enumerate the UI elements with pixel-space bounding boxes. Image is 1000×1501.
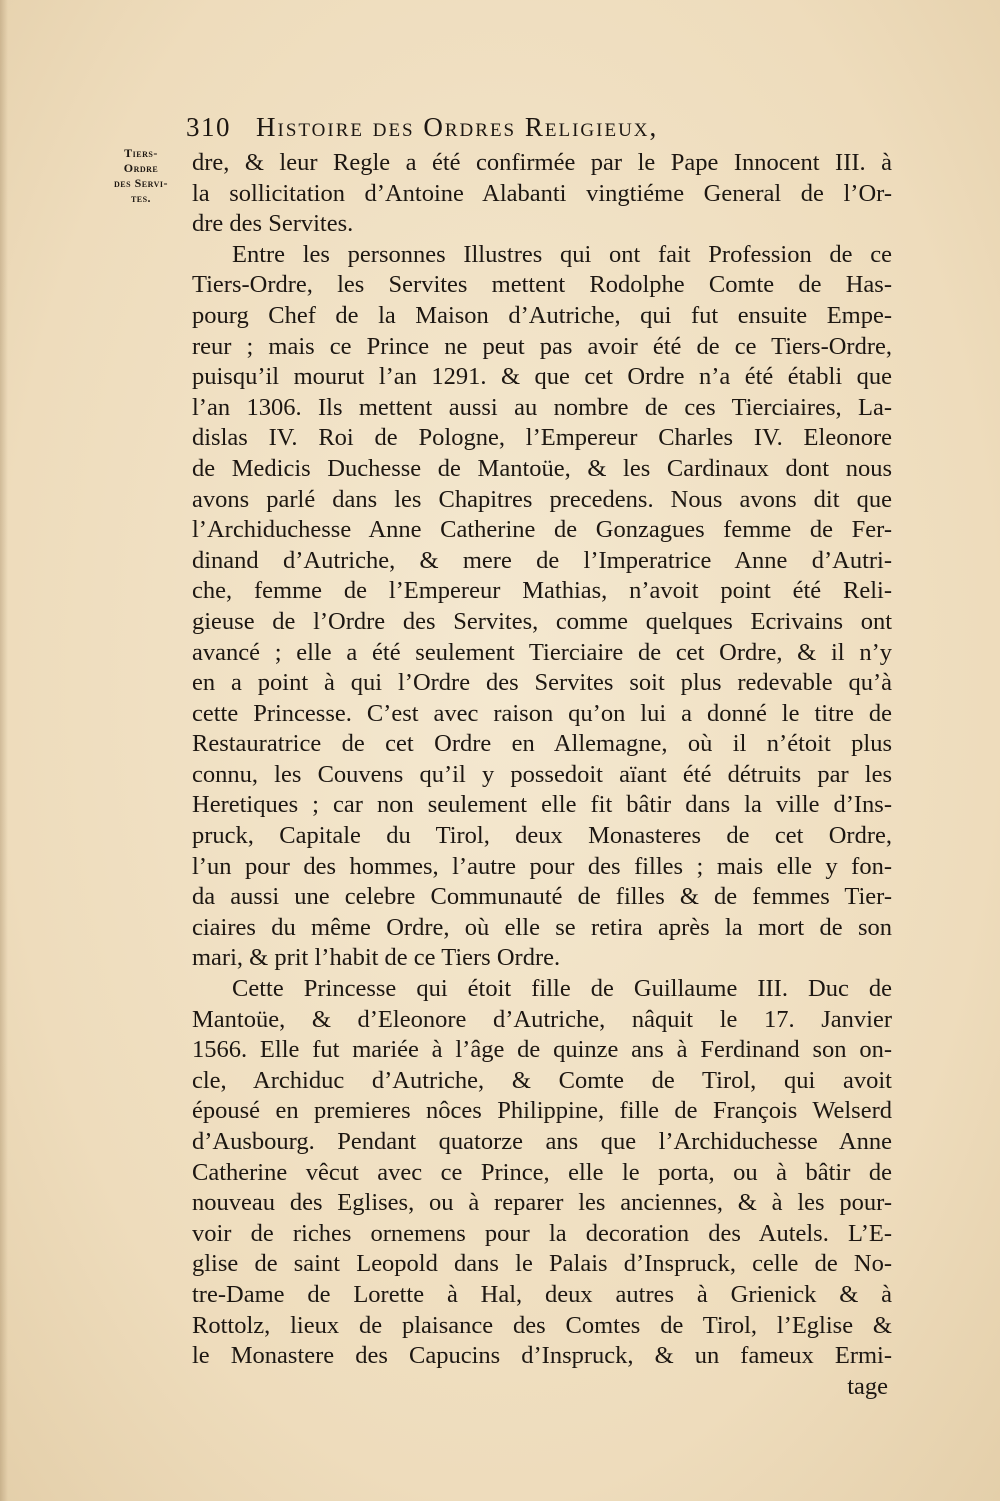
- text-line: voir de riches ornemens pour la decoration des Autels. L’E-: [192, 1219, 892, 1247]
- running-header: [186, 112, 836, 152]
- text-line: nouveau des Eglises, ou à reparer les anciennes, & à les pour-: [192, 1189, 892, 1217]
- text-line: Heretiques ; car non seulement elle fit bâtir dans la ville d’Ins-: [192, 791, 892, 819]
- text-line: de Medicis Duchesse de Mantoüe, & les Cardinaux dont nous: [192, 454, 892, 482]
- text-line: ciaires du même Ordre, où elle se retira après la mort de son: [192, 913, 892, 941]
- text-line: la sollicitation d’Antoine Alabanti vingtiéme General de l’Or-: [192, 179, 892, 207]
- text-line: pruck, Capitale du Tirol, deux Monasteres de cet Ordre,: [192, 822, 892, 850]
- text-line: l’Archiduchesse Anne Catherine de Gonzagues femme de Fer-: [192, 516, 892, 544]
- text-line: Catherine vêcut avec ce Prince, elle le porta, ou à bâtir de: [192, 1158, 892, 1186]
- margin-note-line: des Servi-: [114, 176, 168, 190]
- page-gutter-shadow: [0, 0, 8, 1501]
- text-line: gieuse de l’Ordre des Servites, comme quelques Ecrivains ont: [192, 607, 892, 635]
- margin-note-line: Tiers-: [124, 146, 158, 160]
- text-line: Entre les personnes Illustres qui ont fait Profession de ce: [232, 240, 892, 268]
- text-line: Mantoüe, & d’Eleonore d’Autriche, nâquit le 17. Janvier: [192, 1005, 892, 1033]
- text-line: le Monastere des Capucins d’Inspruck, & un fameux Ermi-: [192, 1342, 892, 1370]
- text-line: connu, les Couvens qu’il y possedoit aïant été détruits par les: [192, 760, 892, 788]
- text-line: glise de saint Leopold dans le Palais d’Inspruck, celle de No-: [192, 1250, 892, 1278]
- text-line: épousé en premieres nôces Philippine, fille de François Welserd: [192, 1097, 892, 1125]
- text-line: l’un pour des hommes, l’autre pour des filles ; mais elle y fon-: [192, 852, 892, 880]
- text-line: tre-Dame de Lorette à Hal, deux autres à Grienick & à: [192, 1280, 892, 1308]
- text-line: reur ; mais ce Prince ne peut pas avoir été de ce Tiers-Ordre,: [192, 332, 892, 360]
- text-line: Tiers-Ordre, les Servites mettent Rodolphe Comte de Has-: [192, 271, 892, 299]
- text-line: Rottolz, lieux de plaisance des Comtes de Tirol, l’Eglise &: [192, 1311, 892, 1339]
- text-line: puisqu’il mourut l’an 1291. & que cet Ordre n’a été établi que: [192, 363, 892, 391]
- text-line: cette Princesse. C’est avec raison qu’on lui a donné le titre de: [192, 699, 892, 727]
- text-line: da aussi une celebre Communauté de filles & de femmes Tier-: [192, 883, 892, 911]
- text-line: 1566. Elle fut mariée à l’âge de quinze ans à Ferdinand son on-: [192, 1036, 892, 1064]
- page-number: 310: [186, 112, 231, 142]
- text-line: dislas IV. Roi de Pologne, l’Empereur Charles IV. Eleonore: [192, 424, 892, 452]
- text-line: Cette Princesse qui étoit fille de Guillaume III. Duc de: [232, 975, 892, 1003]
- running-title: Histoire des Ordres Religieux,: [256, 112, 659, 142]
- text-line: dre des Servites.: [192, 210, 354, 238]
- body-text: [192, 148, 892, 1402]
- text-line: l’an 1306. Ils mettent aussi au nombre de ces Tierciaires, La-: [192, 393, 892, 421]
- text-line: d’Ausbourg. Pendant quatorze ans que l’Archiduchesse Anne: [192, 1128, 892, 1155]
- margin-note-line: Ordre: [123, 161, 159, 175]
- text-line: dinand d’Autriche, & mere de l’Imperatrice Anne d’Autri-: [192, 546, 892, 574]
- text-line: dre, & leur Regle a été confirmée par le Pape Innocent III. à: [192, 149, 892, 176]
- text-line: che, femme de l’Empereur Mathias, n’avoit point été Reli-: [192, 577, 892, 605]
- margin-note-line: tes.: [130, 191, 152, 205]
- text-line: mari, & prit l’habit de ce Tiers Ordre.: [192, 944, 561, 972]
- text-line: Restauratrice de cet Ordre en Allemagne, où il n’étoit plus: [192, 730, 892, 758]
- text-line: avons parlé dans les Chapitres precedens. Nous avons dit que: [192, 485, 892, 513]
- text-line: cle, Archiduc d’Autriche, & Comte de Tirol, qui avoit: [192, 1066, 892, 1094]
- text-line: en a point à qui l’Ordre des Servites soit plus redevable qu’à: [192, 669, 892, 697]
- catchword: tage: [847, 1372, 888, 1400]
- margin-note: [96, 146, 186, 206]
- text-line: avancé ; elle a été seulement Tierciaire de cet Ordre, & il n’y: [192, 638, 892, 666]
- text-line: pourg Chef de la Maison d’Autriche, qui fut ensuite Empe-: [192, 301, 892, 329]
